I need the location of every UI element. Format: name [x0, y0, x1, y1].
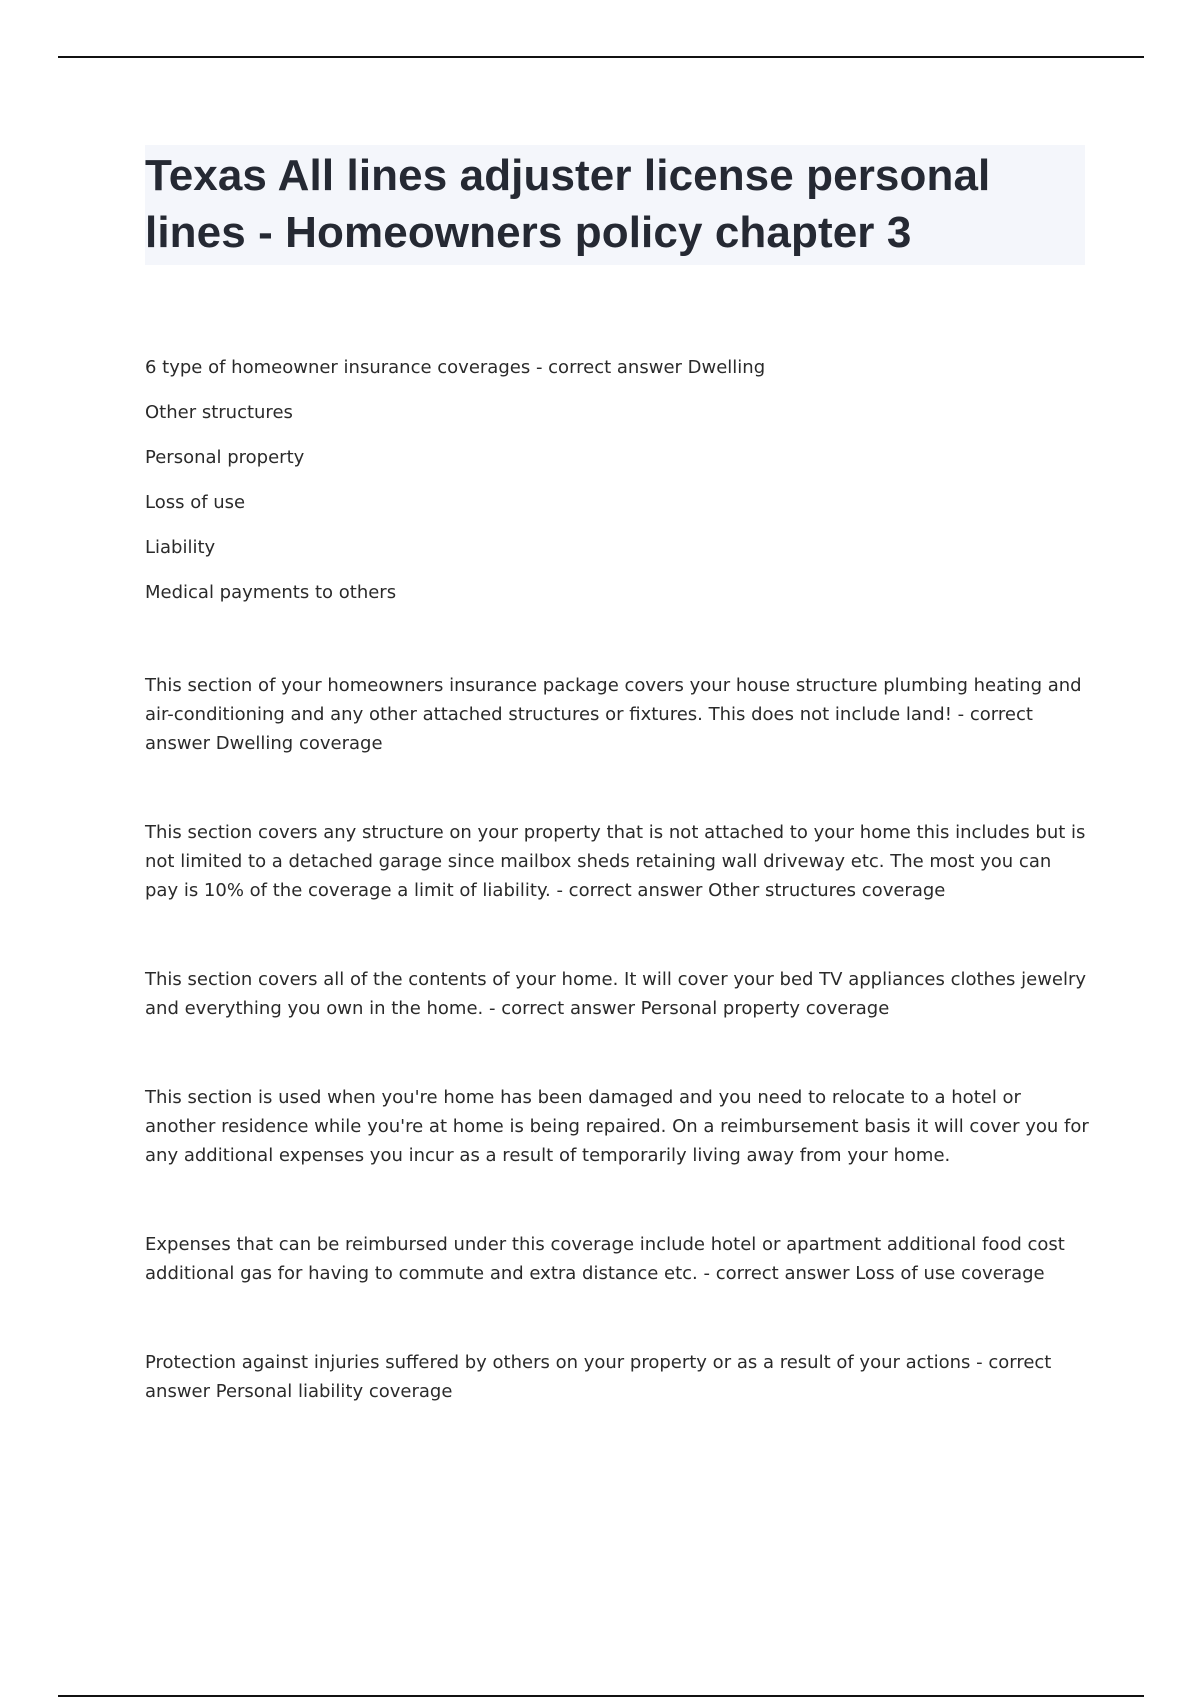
paragraph-gap — [145, 758, 1090, 818]
list-item: 6 type of homeowner insurance coverages - correct answer Dwelling — [145, 357, 766, 378]
paragraph-gap — [145, 1023, 1090, 1083]
paragraph-gap — [145, 905, 1090, 965]
paragraph-gap — [145, 1288, 1090, 1348]
paragraph-other-structures: This section covers any structure on your property that is not attached to your home this includes but is not limited to a detached garage since mailbox sheds retaining wall driveway etc. The most you can pay is 10% of the coverage a limit of liability. - correct answer Other structures coverage — [145, 822, 1086, 901]
top-divider — [58, 56, 1144, 58]
paragraph-gap — [145, 1170, 1090, 1230]
paragraph-personal-property: This section covers all of the contents of your home. It will cover your bed TV appliances clothes jewelry and everything you own in the home. - correct answer Personal property coverage — [145, 969, 1087, 1019]
paragraph-relocation: This section is used when you're home has been damaged and you need to relocate to a hotel or another residence while you're at home is being repaired. On a reimbursement basis it will cover you for any additional expenses you incur as a result of temporarily living away from your home. — [145, 1087, 1089, 1166]
coverage-list — [145, 357, 1090, 627]
list-item: Medical payments to others — [145, 582, 397, 603]
paragraph-section — [145, 671, 1090, 1406]
list-item: Other structures — [145, 402, 293, 423]
list-item: Loss of use — [145, 492, 246, 513]
bottom-divider — [58, 1695, 1144, 1697]
paragraph-liability: Protection against injuries suffered by others on your property or as a result of your actions - correct answer Personal liability coverage — [145, 1352, 1052, 1402]
document-title: Texas All lines adjuster license personal lines - Homeowners policy chapter 3 — [145, 151, 991, 257]
document-body — [145, 145, 1090, 1406]
section-gap — [145, 627, 1090, 671]
list-item: Personal property — [145, 447, 305, 468]
paragraph-loss-of-use: Expenses that can be reimbursed under this coverage include hotel or apartment additional food cost additional gas for having to commute and extra distance etc. - correct answer Loss of use coverage — [145, 1234, 1065, 1284]
list-item: Liability — [145, 537, 216, 558]
title-block — [145, 145, 1085, 265]
paragraph-dwelling: This section of your homeowners insurance package covers your house structure plumbing heating and air-conditioning and any other attached structures or fixtures. This does not include land! - correct answer Dwelling coverage — [145, 675, 1082, 754]
